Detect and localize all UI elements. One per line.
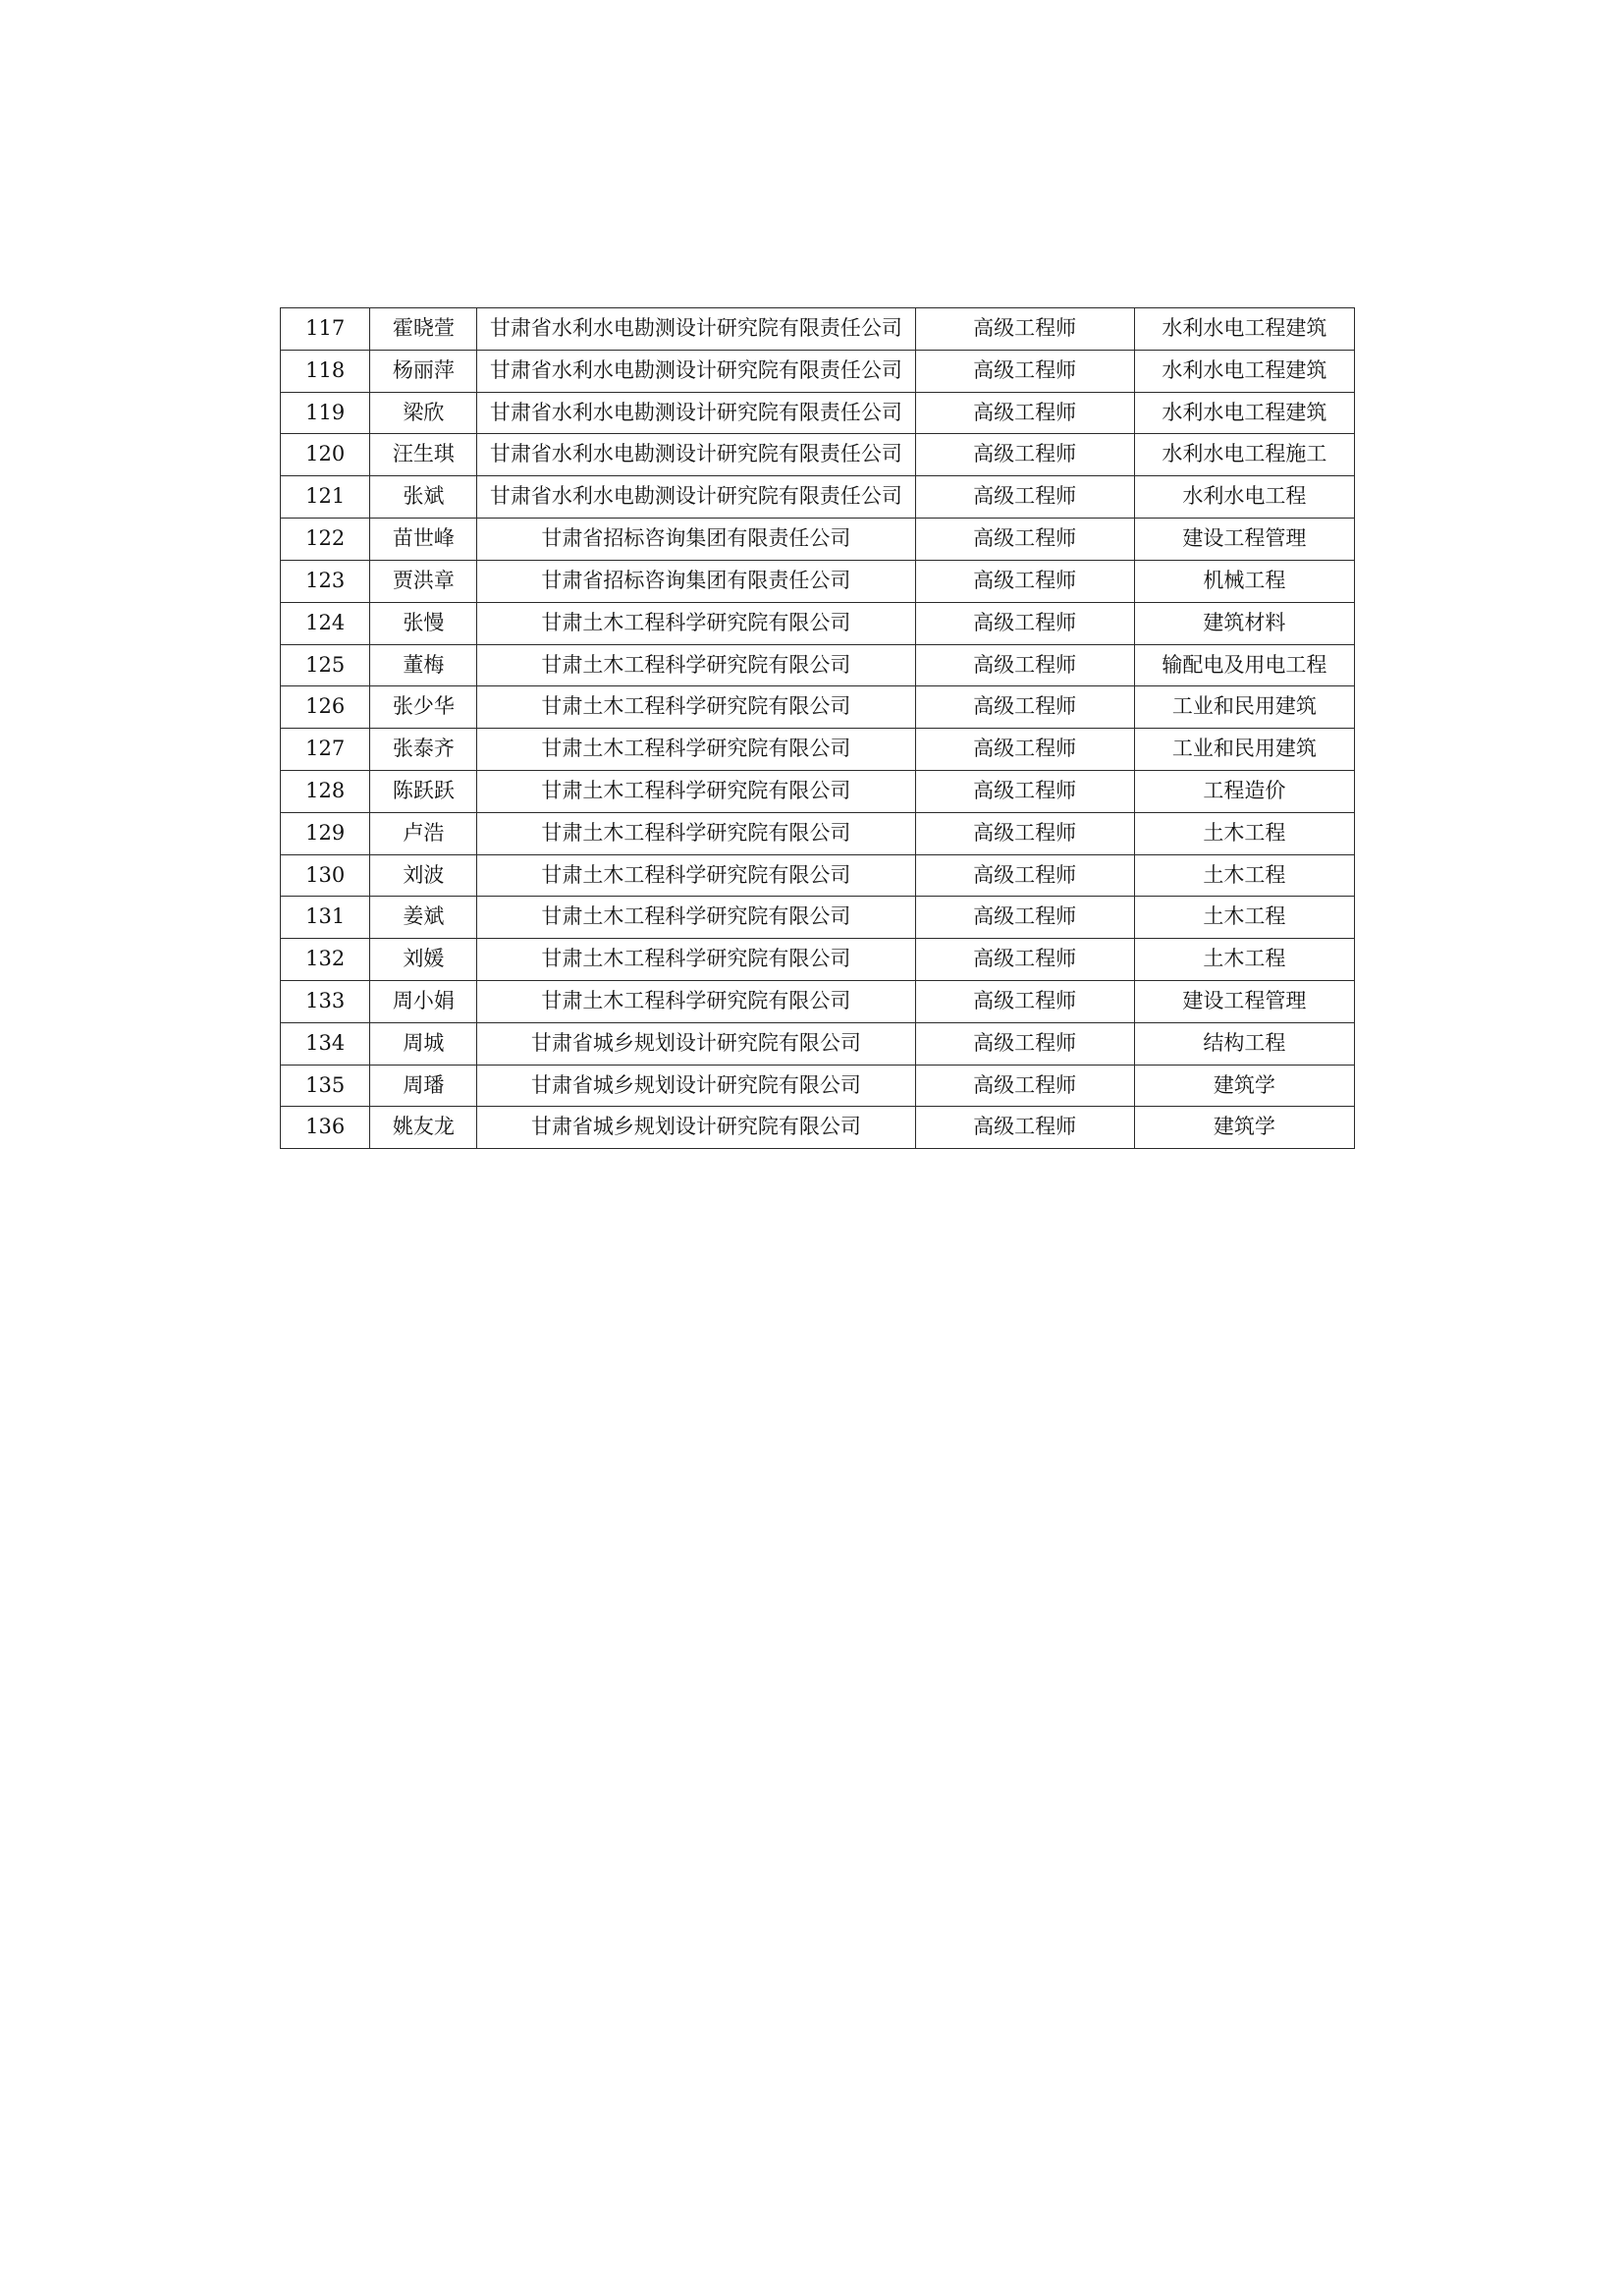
cell-organization: 甘肃土木工程科学研究院有限公司 — [477, 686, 915, 729]
cell-major: 土木工程 — [1134, 812, 1354, 854]
cell-major: 工业和民用建筑 — [1134, 729, 1354, 771]
cell-serial-number: 130 — [281, 854, 370, 897]
cell-organization: 甘肃土木工程科学研究院有限公司 — [477, 854, 915, 897]
cell-person-name: 张斌 — [370, 476, 477, 519]
cell-serial-number: 123 — [281, 560, 370, 602]
cell-person-name: 姜斌 — [370, 897, 477, 939]
cell-qualification-title: 高级工程师 — [915, 1107, 1134, 1149]
cell-qualification-title: 高级工程师 — [915, 939, 1134, 981]
cell-major: 建设工程管理 — [1134, 981, 1354, 1023]
cell-person-name: 姚友龙 — [370, 1107, 477, 1149]
cell-qualification-title: 高级工程师 — [915, 812, 1134, 854]
table-row — [281, 1065, 1355, 1107]
cell-qualification-title: 高级工程师 — [915, 1022, 1134, 1065]
cell-major: 土木工程 — [1134, 854, 1354, 897]
cell-person-name: 霍晓萱 — [370, 308, 477, 351]
cell-qualification-title: 高级工程师 — [915, 1065, 1134, 1107]
cell-serial-number: 125 — [281, 644, 370, 686]
table-row — [281, 897, 1355, 939]
cell-person-name: 刘波 — [370, 854, 477, 897]
cell-organization: 甘肃省水利水电勘测设计研究院有限责任公司 — [477, 434, 915, 476]
cell-major: 机械工程 — [1134, 560, 1354, 602]
cell-person-name: 张泰齐 — [370, 729, 477, 771]
cell-major: 土木工程 — [1134, 897, 1354, 939]
table-row — [281, 560, 1355, 602]
cell-serial-number: 132 — [281, 939, 370, 981]
table-row — [281, 519, 1355, 561]
cell-qualification-title: 高级工程师 — [915, 434, 1134, 476]
cell-organization: 甘肃省水利水电勘测设计研究院有限责任公司 — [477, 350, 915, 392]
qualification-table — [280, 307, 1355, 1149]
cell-major: 建筑学 — [1134, 1107, 1354, 1149]
cell-person-name: 陈跃跃 — [370, 770, 477, 812]
table-body — [281, 308, 1355, 1149]
cell-major: 结构工程 — [1134, 1022, 1354, 1065]
cell-person-name: 张少华 — [370, 686, 477, 729]
cell-person-name: 周璠 — [370, 1065, 477, 1107]
cell-person-name: 周小娟 — [370, 981, 477, 1023]
table-row — [281, 350, 1355, 392]
table-row — [281, 1107, 1355, 1149]
cell-serial-number: 128 — [281, 770, 370, 812]
cell-serial-number: 135 — [281, 1065, 370, 1107]
cell-person-name: 梁欣 — [370, 392, 477, 434]
cell-serial-number: 121 — [281, 476, 370, 519]
cell-qualification-title: 高级工程师 — [915, 644, 1134, 686]
table-row — [281, 854, 1355, 897]
cell-major: 土木工程 — [1134, 939, 1354, 981]
cell-person-name: 苗世峰 — [370, 519, 477, 561]
cell-organization: 甘肃省水利水电勘测设计研究院有限责任公司 — [477, 476, 915, 519]
table-row — [281, 1022, 1355, 1065]
table-row — [281, 644, 1355, 686]
cell-organization: 甘肃土木工程科学研究院有限公司 — [477, 897, 915, 939]
cell-organization: 甘肃土木工程科学研究院有限公司 — [477, 939, 915, 981]
cell-organization: 甘肃省城乡规划设计研究院有限公司 — [477, 1065, 915, 1107]
cell-organization: 甘肃省招标咨询集团有限责任公司 — [477, 560, 915, 602]
cell-serial-number: 118 — [281, 350, 370, 392]
table-row — [281, 476, 1355, 519]
cell-person-name: 张慢 — [370, 602, 477, 644]
cell-major: 建筑材料 — [1134, 602, 1354, 644]
cell-organization: 甘肃土木工程科学研究院有限公司 — [477, 729, 915, 771]
cell-serial-number: 126 — [281, 686, 370, 729]
table-row — [281, 812, 1355, 854]
cell-serial-number: 129 — [281, 812, 370, 854]
cell-organization: 甘肃土木工程科学研究院有限公司 — [477, 644, 915, 686]
cell-major: 建设工程管理 — [1134, 519, 1354, 561]
table-row — [281, 981, 1355, 1023]
cell-serial-number: 122 — [281, 519, 370, 561]
cell-serial-number: 136 — [281, 1107, 370, 1149]
cell-organization: 甘肃土木工程科学研究院有限公司 — [477, 981, 915, 1023]
cell-major: 水利水电工程 — [1134, 476, 1354, 519]
cell-qualification-title: 高级工程师 — [915, 308, 1134, 351]
cell-qualification-title: 高级工程师 — [915, 392, 1134, 434]
cell-major: 工程造价 — [1134, 770, 1354, 812]
cell-serial-number: 133 — [281, 981, 370, 1023]
cell-qualification-title: 高级工程师 — [915, 686, 1134, 729]
cell-major: 水利水电工程建筑 — [1134, 350, 1354, 392]
table-row — [281, 939, 1355, 981]
cell-serial-number: 119 — [281, 392, 370, 434]
cell-person-name: 周城 — [370, 1022, 477, 1065]
cell-major: 工业和民用建筑 — [1134, 686, 1354, 729]
cell-organization: 甘肃省水利水电勘测设计研究院有限责任公司 — [477, 308, 915, 351]
cell-person-name: 刘媛 — [370, 939, 477, 981]
cell-qualification-title: 高级工程师 — [915, 770, 1134, 812]
cell-serial-number: 120 — [281, 434, 370, 476]
table-row — [281, 729, 1355, 771]
cell-major: 输配电及用电工程 — [1134, 644, 1354, 686]
table-row — [281, 602, 1355, 644]
cell-organization: 甘肃土木工程科学研究院有限公司 — [477, 812, 915, 854]
cell-qualification-title: 高级工程师 — [915, 476, 1134, 519]
cell-person-name: 汪生琪 — [370, 434, 477, 476]
cell-organization: 甘肃省城乡规划设计研究院有限公司 — [477, 1022, 915, 1065]
cell-organization: 甘肃省招标咨询集团有限责任公司 — [477, 519, 915, 561]
cell-qualification-title: 高级工程师 — [915, 854, 1134, 897]
cell-qualification-title: 高级工程师 — [915, 350, 1134, 392]
table-row — [281, 686, 1355, 729]
cell-organization: 甘肃土木工程科学研究院有限公司 — [477, 602, 915, 644]
cell-organization: 甘肃省城乡规划设计研究院有限公司 — [477, 1107, 915, 1149]
cell-qualification-title: 高级工程师 — [915, 729, 1134, 771]
table-row — [281, 392, 1355, 434]
cell-serial-number: 131 — [281, 897, 370, 939]
cell-person-name: 董梅 — [370, 644, 477, 686]
cell-qualification-title: 高级工程师 — [915, 897, 1134, 939]
cell-major: 水利水电工程建筑 — [1134, 308, 1354, 351]
table-row — [281, 434, 1355, 476]
cell-person-name: 杨丽萍 — [370, 350, 477, 392]
cell-major: 建筑学 — [1134, 1065, 1354, 1107]
cell-qualification-title: 高级工程师 — [915, 981, 1134, 1023]
cell-qualification-title: 高级工程师 — [915, 519, 1134, 561]
cell-qualification-title: 高级工程师 — [915, 602, 1134, 644]
cell-serial-number: 124 — [281, 602, 370, 644]
qualification-table-container — [280, 307, 1355, 1149]
cell-person-name: 贾洪章 — [370, 560, 477, 602]
cell-major: 水利水电工程施工 — [1134, 434, 1354, 476]
cell-qualification-title: 高级工程师 — [915, 560, 1134, 602]
cell-major: 水利水电工程建筑 — [1134, 392, 1354, 434]
cell-serial-number: 117 — [281, 308, 370, 351]
table-row — [281, 770, 1355, 812]
cell-serial-number: 134 — [281, 1022, 370, 1065]
cell-organization: 甘肃省水利水电勘测设计研究院有限责任公司 — [477, 392, 915, 434]
cell-serial-number: 127 — [281, 729, 370, 771]
cell-person-name: 卢浩 — [370, 812, 477, 854]
table-row — [281, 308, 1355, 351]
cell-organization: 甘肃土木工程科学研究院有限公司 — [477, 770, 915, 812]
